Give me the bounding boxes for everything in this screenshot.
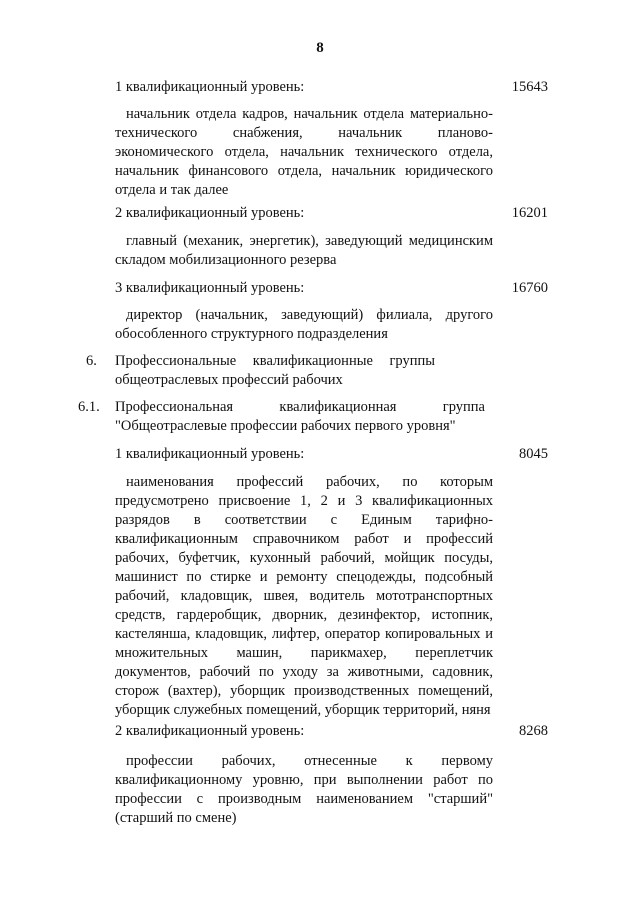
level-heading: 1 квалификационный уровень: (115, 446, 305, 462)
level-description: наименования профессий рабочих, по которым предусмотрено присвоение 1, 2 и 3 квалификационных разрядов в соответствии с Единым тарифно-квалификационным справочником работ и профессий рабочих, буфетчик, кухонный рабочий, мойщик посуды, машинист по стирке и ремонту спецодежды, подсобный рабочий, кладовщик, швея, водитель мототранспортных средств, гардеробщик, дворник, дезинфектор, истопник, кастелянша, кладовщик, лифтер, оператор копировальных и множительных машин, парикмахер, переплетчик документов, рабочий по уходу за животными, садовник, сторож (вахтер), уборщик производственных помещений, уборщик служебных помещений, уборщик территорий, няня (115, 474, 493, 718)
page-number: 8 (316, 40, 324, 56)
level-heading: 2 квалификационный уровень: (115, 205, 305, 221)
level-heading: 2 квалификационный уровень: (115, 723, 305, 739)
section-number: 6. (86, 353, 97, 369)
level-description: главный (механик, энергетик), заведующий медицинским складом мобилизационного резерва (115, 233, 493, 268)
level-description: профессии рабочих, отнесенные к первому квалификационному уровню, при выполнении работ по профессии с производным наименованием "старший" (старший по смене) (115, 753, 493, 826)
level-heading: 3 квалификационный уровень: (115, 280, 305, 296)
salary-value: 8268 (519, 723, 548, 739)
salary-value: 8045 (519, 446, 548, 462)
section-title: Профессиональная квалификационная группа "Общеотраслевые профессии рабочих первого уровня" (115, 399, 485, 434)
level-heading: 1 квалификационный уровень: (115, 79, 305, 95)
level-description: начальник отдела кадров, начальник отдела материально-технического снабжения, начальник планово-экономического отдела, начальник технического отдела, начальник финансового отдела, начальник юридического отдела и так далее (115, 106, 493, 198)
salary-value: 15643 (511, 79, 548, 95)
salary-value: 16760 (511, 280, 548, 296)
salary-value: 16201 (511, 205, 548, 221)
section-title: Профессиональные квалификационные группы общеотраслевых профессий рабочих (115, 353, 435, 388)
section-number: 6.1. (78, 399, 100, 415)
level-description: директор (начальник, заведующий) филиала, другого обособленного структурного подразделения (115, 307, 493, 342)
